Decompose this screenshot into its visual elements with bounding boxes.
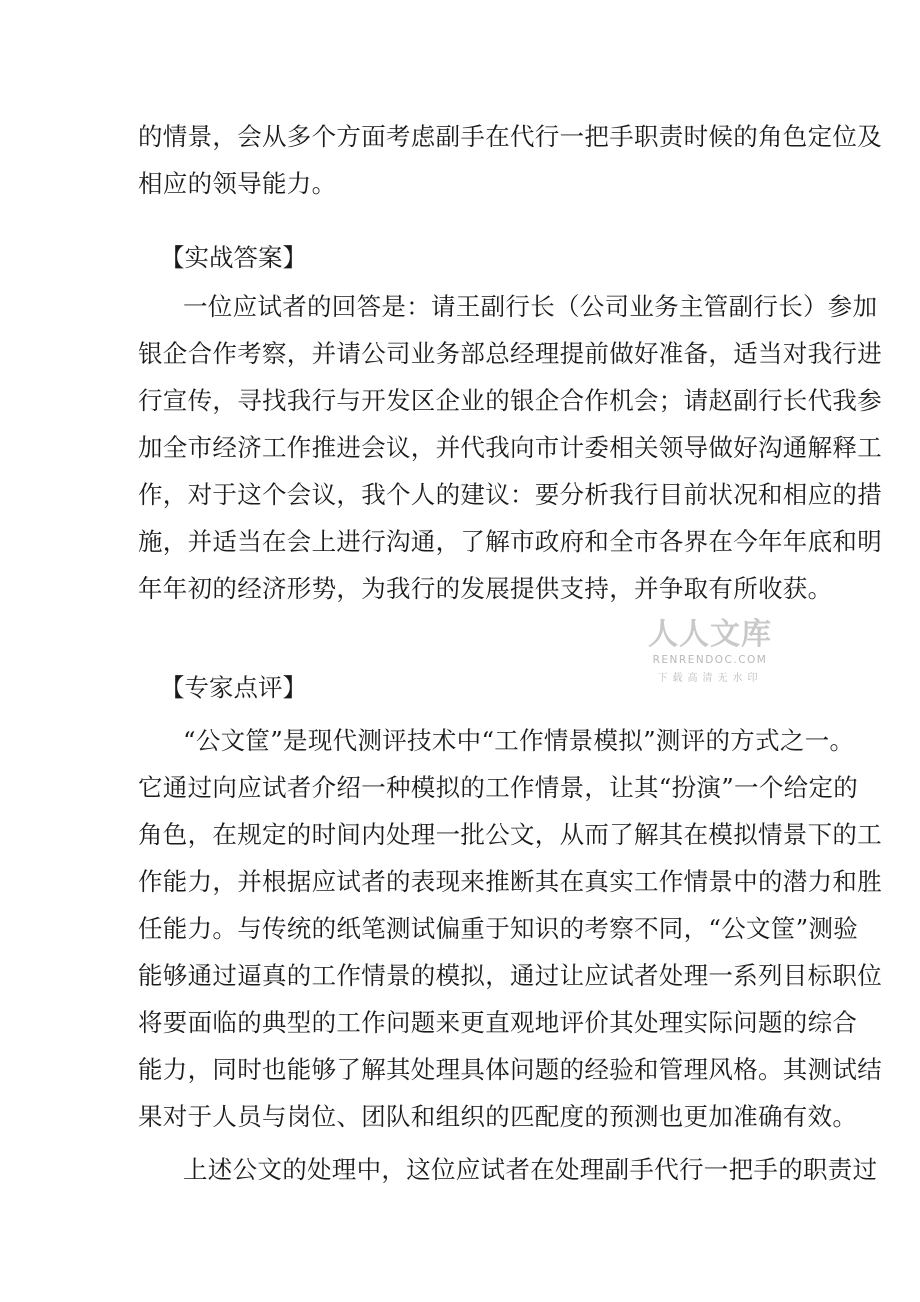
paragraph-line: 任能力。与传统的纸笔测试偏重于知识的考察不同，“公文筐”测验 (138, 914, 859, 943)
paragraph-line: 加全市经济工作推进会议，并代我向市计委相关领导做好沟通解释工 (138, 433, 882, 462)
paragraph-line: 上述公文的处理中，这位应试者在处理副手代行一把手的职责过 (183, 1155, 878, 1184)
watermark-logo (645, 617, 775, 684)
paragraph-line: 相应的领导能力。 (138, 169, 337, 198)
paragraph-line: 能力，同时也能够了解其处理具体问题的经验和管理风格。其测试结 (138, 1055, 882, 1084)
paragraph-line: 银企合作考察，并请公司业务部总经理提前做好准备，适当对我行进 (138, 339, 882, 368)
paragraph-line: “公文筐”是现代测评技术中“工作情景模拟”测评的方式之一。 (183, 726, 855, 755)
paragraph-line: 角色，在规定的时间内处理一批公文，从而了解其在模拟情景下的工 (138, 820, 882, 849)
heading-expert-comment: 【专家点评】 (160, 673, 307, 702)
paragraph-line: 作能力，并根据应试者的表现来推断其在真实工作情景中的潜力和胜 (138, 867, 882, 896)
paragraph-line: 年年初的经济形势，为我行的发展提供支持，并争取有所收获。 (138, 574, 833, 603)
paragraph-line: 作，对于这个会议，我个人的建议：要分析我行目前状况和相应的措 (138, 480, 882, 509)
watermark-title: 人人文库 (648, 617, 772, 652)
paragraph-line: 果对于人员与岗位、团队和组织的匹配度的预测也更加准确有效。 (138, 1102, 858, 1131)
paragraph-line: 能够通过逼真的工作情景的模拟，通过让应试者处理一系列目标职位 (138, 961, 882, 990)
paragraph-line: 的情景，会从多个方面考虑副手在代行一把手职责时候的角色定位及 (138, 122, 882, 151)
paragraph-line: 行宣传，寻找我行与开发区企业的银企合作机会；请赵副行长代我参 (138, 386, 882, 415)
heading-practical-answer: 【实战答案】 (160, 243, 307, 272)
watermark-domain: RENRENDOC.COM (652, 654, 768, 666)
paragraph-line: 它通过向应试者介绍一种模拟的工作情景，让其“扮演”一个给定的 (138, 773, 859, 802)
paragraph-line: 施，并适当在会上进行沟通，了解市政府和全市各界在今年年底和明 (138, 527, 882, 556)
paragraph-line: 一位应试者的回答是：请王副行长（公司业务主管副行长）参加 (183, 292, 878, 321)
paragraph-line: 将要面临的典型的工作问题来更直观地评价其处理实际问题的综合 (138, 1008, 858, 1037)
watermark-subtitle: 下载高清无水印 (657, 673, 763, 684)
